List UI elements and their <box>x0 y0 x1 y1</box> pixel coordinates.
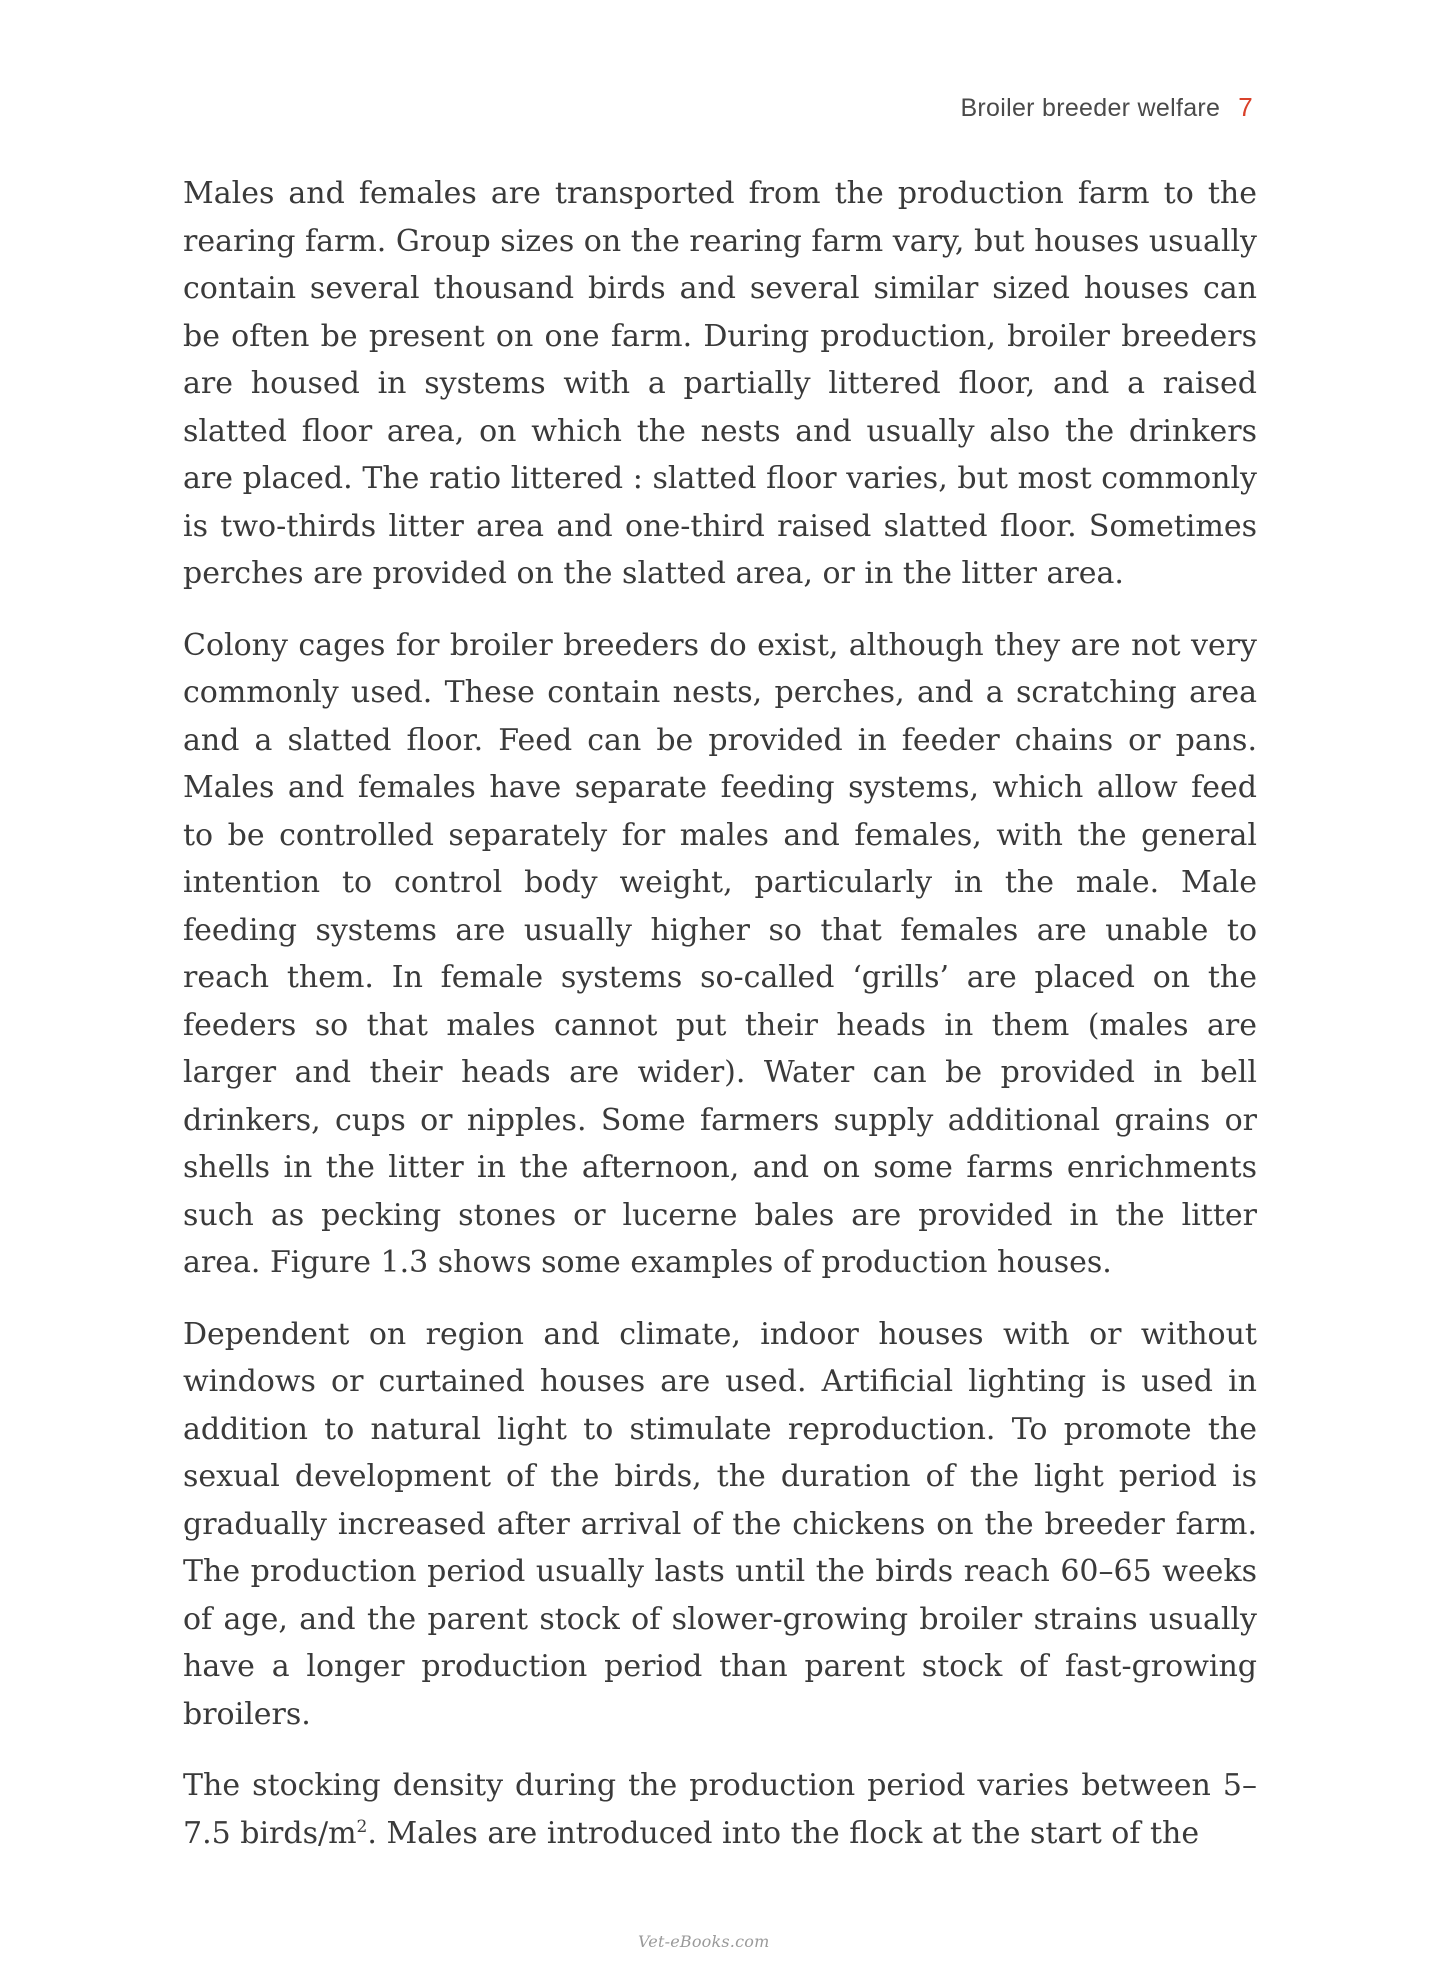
running-title: Broiler breeder welfare <box>960 94 1221 122</box>
paragraph-2: Colony cages for broiler breeders do exist, although they are not very commonly used. These contain nests, perches, and a scratching area and a slatted floor. Feed can be provided in feeder chains or pans. Males and females have separate feeding systems, which allow feed to be controlled separately for males and females, with the general intention to control body weight, particularly in the male. Male feeding systems are usually higher so that females are unable to reach them. In female systems so-called ‘grills’ are placed on the feeders so that males cannot put their heads in them (males are larger and their heads are wider). Water can be provided in bell drinkers, cups or nipples. Some farmers supply additional grains or shells in the litter in the afternoon, and on some farms enrichments such as pecking stones or lucerne bales are provided in the litter area. Figure 1.3 shows some examples of production houses. <box>183 627 1257 1280</box>
paragraph-4 <box>183 1762 1257 1857</box>
running-head <box>960 92 1253 123</box>
watermark-logo: Vet-eBooks.com <box>638 1932 770 1951</box>
superscript-two: 2 <box>356 1816 368 1837</box>
paragraph-4-text-a: The stocking density during the production period varies between 5–7.5 birds/m <box>183 1768 1257 1851</box>
page-number: 7 <box>1238 92 1253 122</box>
paragraph-3: Dependent on region and climate, indoor houses with or without windows or curtained houses are used. Artificial lighting is used in addition to natural light to stimulate reproduction. To promote the sexual development of the birds, the duration of the light period is gradually increased after arrival of the chickens on the breeder farm. The production period usually lasts until the birds reach 60–65 weeks of age, and the parent stock of slower-growing broiler strains usually have a longer production period than parent stock of fast-growing broilers. <box>183 1316 1257 1732</box>
paragraph-1: Males and females are transported from the production farm to the rearing farm. Group sizes on the rearing farm vary, but houses usually contain several thousand birds and several similar sized houses can be often be present on one farm. During production, broiler breeders are housed in systems with a partially littered floor, and a raised slatted floor area, on which the nests and usually also the drinkers are placed. The ratio littered : slatted floor varies, but most commonly is two-thirds litter area and one-third raised slatted floor. Sometimes perches are provided on the slatted area, or in the litter area. <box>183 176 1257 591</box>
body-text <box>183 170 1257 1881</box>
paragraph-4-text-b: . Males are introduced into the flock at the start of the <box>367 1815 1200 1851</box>
